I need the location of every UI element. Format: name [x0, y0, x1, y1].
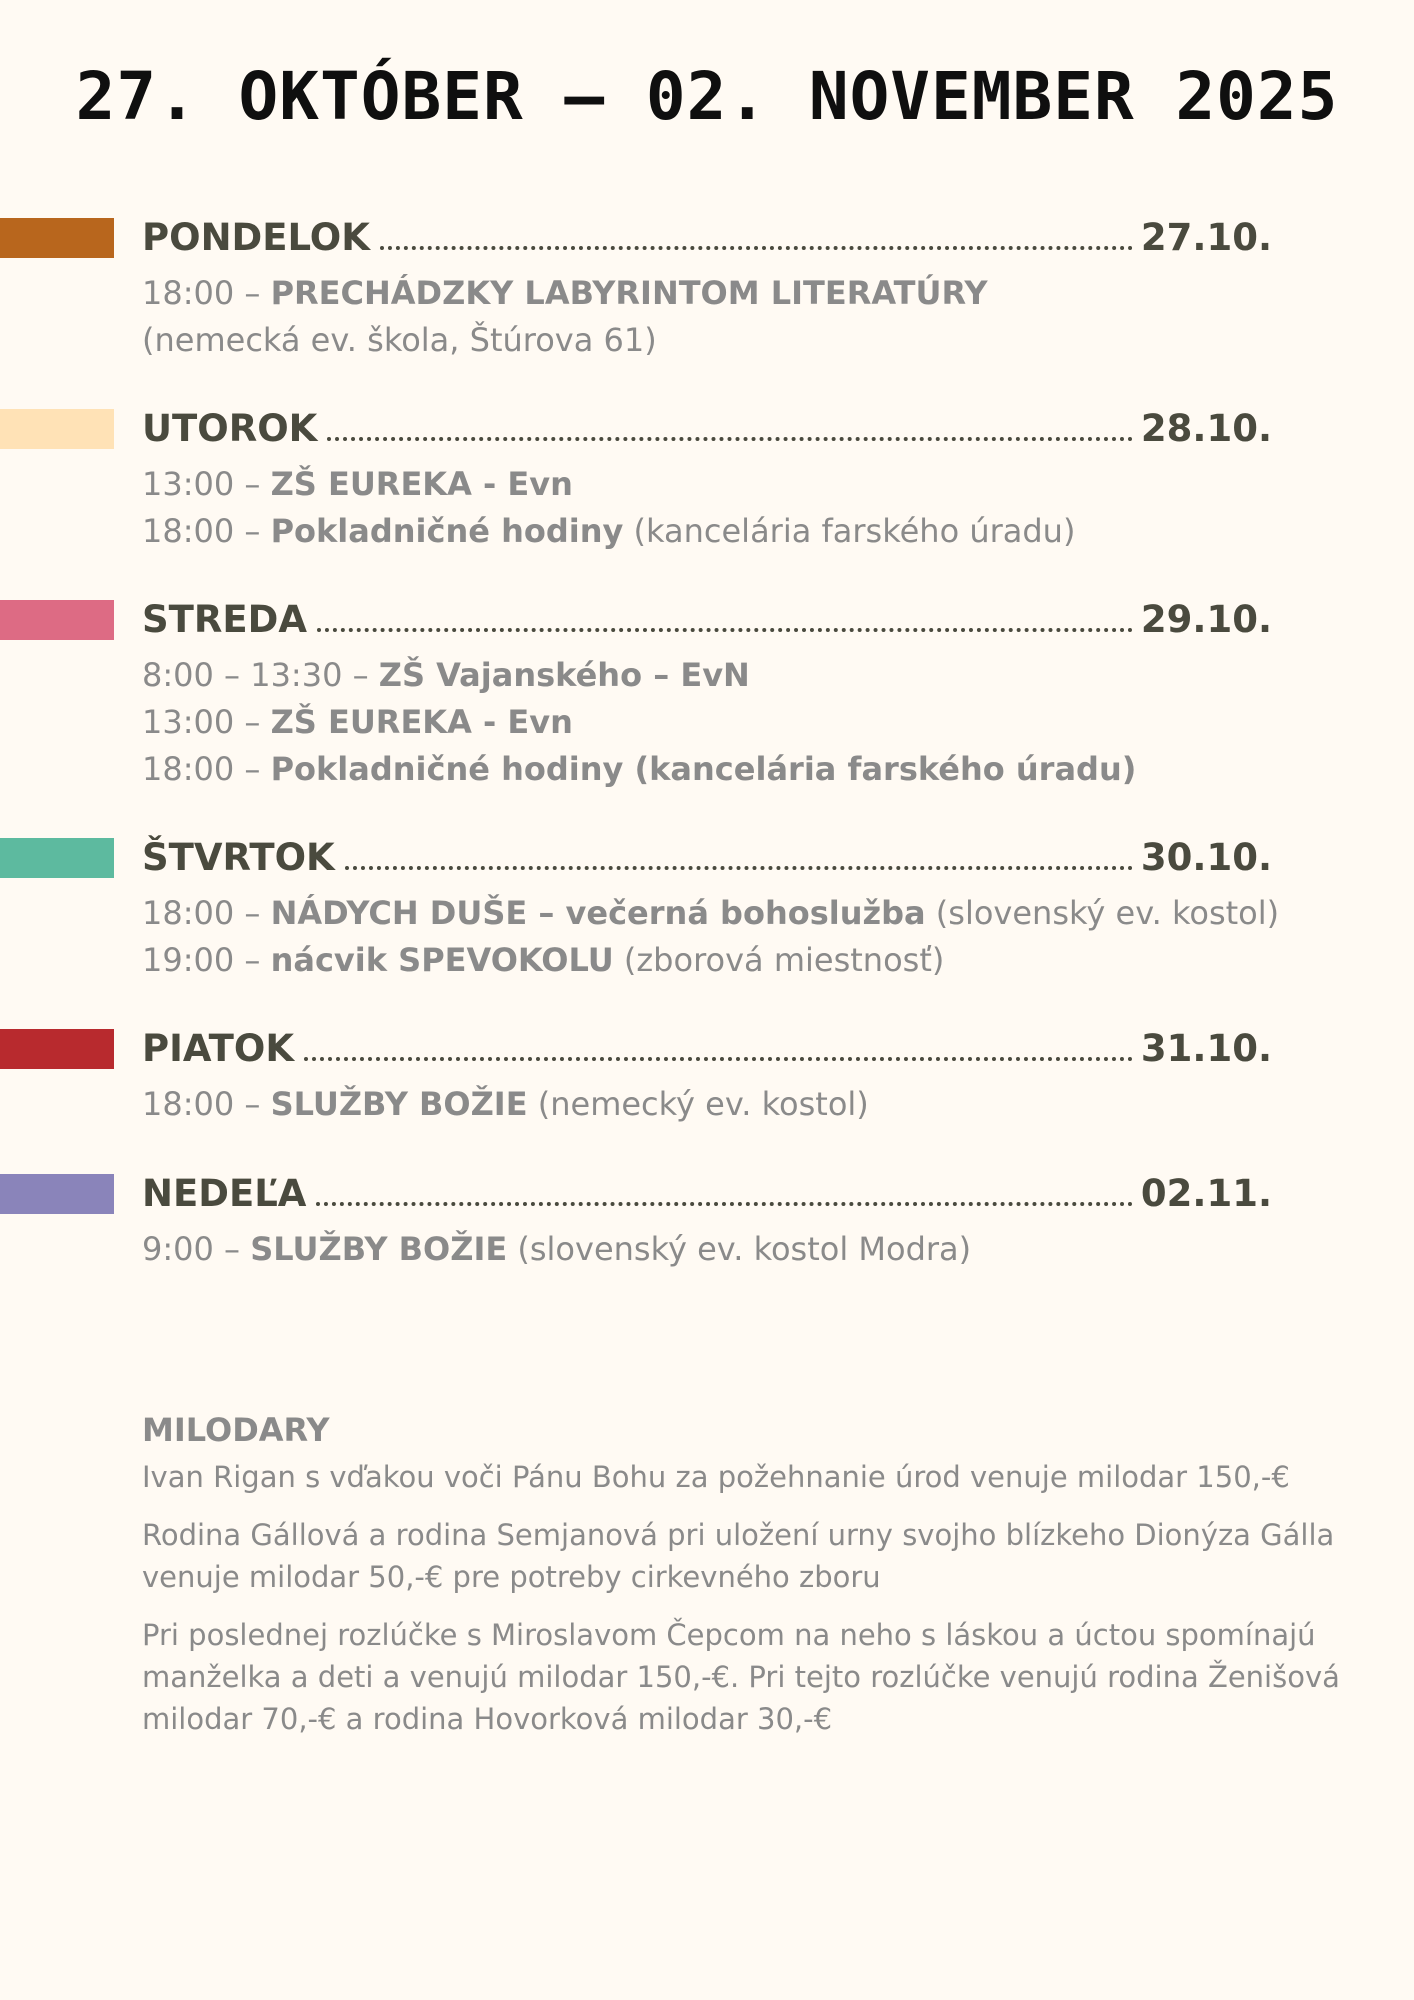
- event-line: [142, 746, 1342, 793]
- day-heading: [142, 1025, 1272, 1073]
- dotted-leader: [317, 628, 1133, 632]
- day-name: PIATOK: [142, 1027, 295, 1070]
- day-heading: [142, 214, 1272, 262]
- event-text: 18:00 –: [142, 750, 271, 788]
- event-line: [142, 699, 1342, 746]
- dotted-leader: [316, 1202, 1132, 1206]
- donations-title: MILODARY: [142, 1411, 330, 1449]
- day-heading: [142, 596, 1272, 644]
- event-line: [142, 1081, 1342, 1128]
- day-color-bar: [0, 409, 114, 449]
- day-date: 29.10.: [1140, 598, 1272, 641]
- day-name: UTOROK: [142, 407, 318, 450]
- event-list: [142, 1081, 1342, 1128]
- day-color-bar: [0, 1029, 114, 1069]
- event-line: [142, 937, 1342, 984]
- day-date: 02.11.: [1140, 1172, 1272, 1215]
- event-title: Pokladničné hodiny: [270, 512, 624, 550]
- dotted-leader: [327, 437, 1133, 441]
- event-title: nácvik SPEVOKOLU: [270, 941, 614, 979]
- event-line: [142, 317, 1342, 364]
- event-text: 9:00 –: [142, 1230, 251, 1268]
- donation-item: Pri poslednej rozlúčke s Miroslavom Čepcom na neho s láskou a úctou spomínajú manželka a deti a venujú milodar 150,-€. Pri tejto rozlúčke venujú rodina Ženišová milodar 70,-€ a rodina Hovorková milodar 30,-€: [142, 1618, 1340, 1736]
- day-heading: [142, 1170, 1272, 1218]
- day-date: 31.10.: [1140, 1027, 1272, 1070]
- day-name: PONDELOK: [142, 216, 370, 259]
- event-title: Pokladničné hodiny (kancelária farského úradu): [270, 750, 1137, 788]
- event-text: (slovenský ev. kostol Modra): [507, 1230, 972, 1268]
- event-text: (kancelária farského úradu): [623, 512, 1076, 550]
- event-text: 13:00 –: [142, 703, 271, 741]
- event-line: [142, 270, 1342, 317]
- day-color-bar: [0, 1174, 114, 1214]
- event-title: SLUŽBY BOŽIE: [250, 1230, 508, 1268]
- donation-item: Ivan Rigan s vďakou voči Pánu Bohu za požehnanie úrod venuje milodar 150,-€: [142, 1460, 1290, 1494]
- event-text: (nemecký ev. kostol): [527, 1085, 869, 1123]
- day-color-bar: [0, 218, 114, 258]
- event-list: [142, 890, 1342, 984]
- event-line: [142, 1226, 1342, 1273]
- day-color-bar: [0, 838, 114, 878]
- day-date: 28.10.: [1140, 407, 1272, 450]
- dotted-leader: [345, 866, 1133, 870]
- day-name: NEDEĽA: [142, 1172, 307, 1215]
- event-text: (slovenský ev. kostol): [925, 894, 1280, 932]
- event-list: [142, 1226, 1342, 1273]
- event-list: [142, 270, 1342, 364]
- day-date: 30.10.: [1140, 836, 1272, 879]
- event-title: ZŠ EUREKA - Evn: [270, 465, 573, 503]
- page-title: 27. OKTÓBER – 02. NOVEMBER 2025: [75, 58, 1339, 135]
- event-line: [142, 652, 1342, 699]
- event-line: [142, 461, 1342, 508]
- dotted-leader: [304, 1057, 1133, 1061]
- day-color-bar: [0, 600, 114, 640]
- event-line: [142, 508, 1342, 555]
- event-title: SLUŽBY BOŽIE: [270, 1085, 528, 1123]
- donation-item: Rodina Gállová a rodina Semjanová pri uložení urny svojho blízkeho Dionýza Gálla venuje milodar 50,-€ pre potreby cirkevného zboru: [142, 1518, 1335, 1594]
- event-title: PRECHÁDZKY LABYRINTOM LITERATÚRY: [270, 274, 988, 312]
- day-heading: [142, 405, 1272, 453]
- event-line: [142, 890, 1342, 937]
- event-text: 18:00 –: [142, 1085, 271, 1123]
- day-date: 27.10.: [1140, 216, 1272, 259]
- event-list: [142, 461, 1342, 555]
- event-title: ZŠ EUREKA - Evn: [270, 703, 573, 741]
- event-text: 8:00 – 13:30 –: [142, 656, 379, 694]
- donations-section: [142, 1410, 1342, 1756]
- dotted-leader: [380, 246, 1133, 250]
- event-title: ZŠ Vajanského – EvN: [378, 656, 750, 694]
- day-heading: [142, 834, 1272, 882]
- day-name: ŠTVRTOK: [142, 836, 335, 879]
- event-text: 13:00 –: [142, 465, 271, 503]
- event-text: 19:00 –: [142, 941, 271, 979]
- event-text: 18:00 –: [142, 894, 271, 932]
- event-text: 18:00 –: [142, 274, 271, 312]
- day-name: STREDA: [142, 598, 308, 641]
- event-title: NÁDYCH DUŠE – večerná bohoslužba: [270, 894, 926, 932]
- event-text: (zborová miestnosť): [613, 941, 945, 979]
- event-list: [142, 652, 1342, 793]
- event-text: 18:00 –: [142, 512, 271, 550]
- event-text: (nemecká ev. škola, Štúrova 61): [142, 321, 657, 359]
